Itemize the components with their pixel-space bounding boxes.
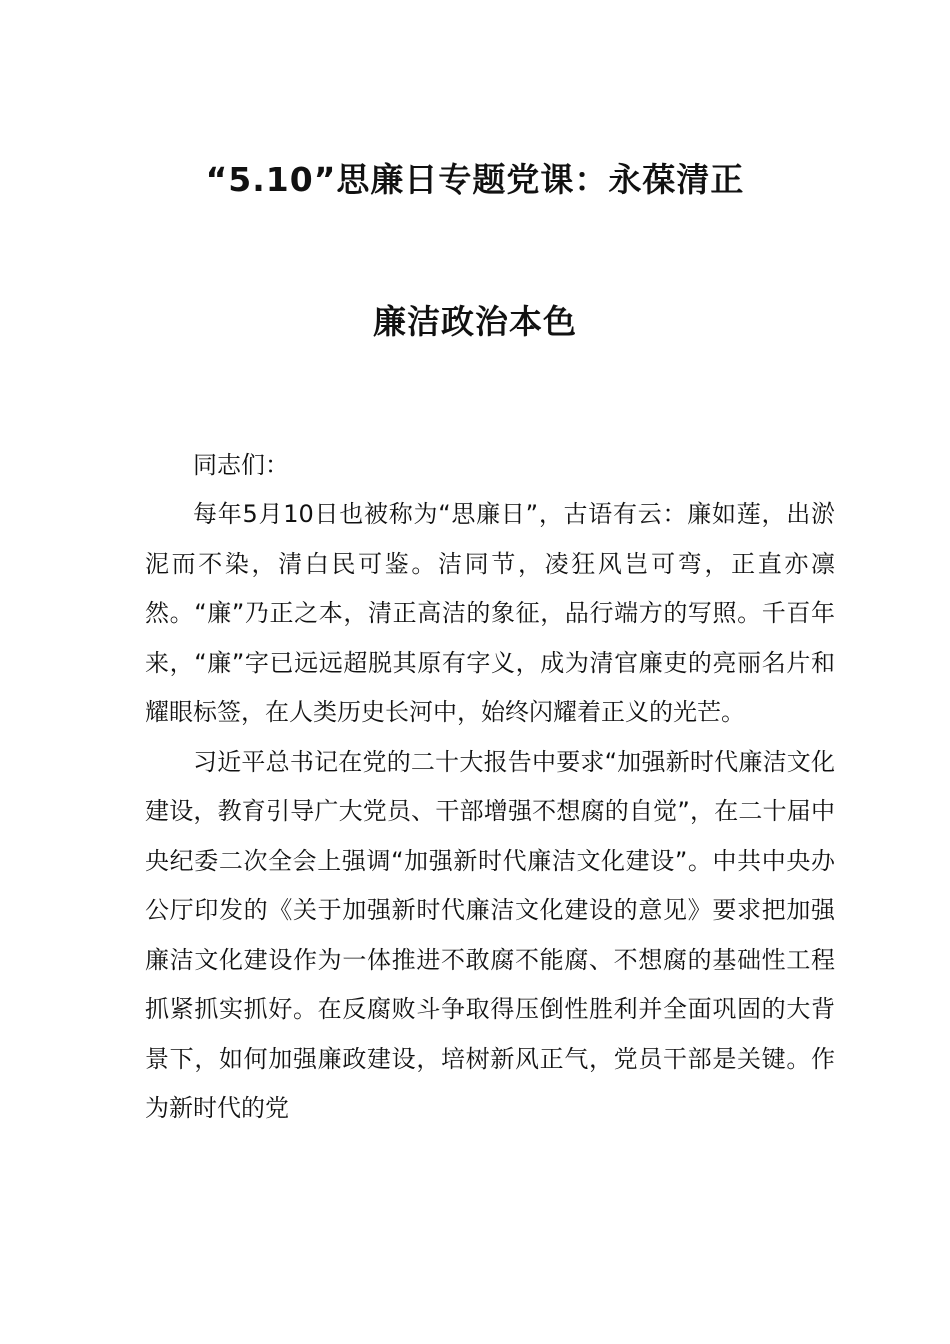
greeting-block xyxy=(145,441,835,491)
paragraph-1: 每年5月10日也被称为“思廉日”，古语有云：廉如莲，出淤泥而不染，清白民可鉴。洁同节，凌狂风岂可弯，正直亦凛然。“廉”乃正之本，清正高洁的象征，品行端方的写照。千百年来，“廉”字已远远超脱其原有字义，成为清官廉吏的亮丽名片和耀眼标签，在人类历史长河中，始终闪耀着正义的光芒。 xyxy=(145,500,835,726)
greeting-text: 同志们： xyxy=(193,451,289,479)
paragraph-2: 习近平总书记在党的二十大报告中要求“加强新时代廉洁文化建设，教育引导广大党员、干部增强不想腐的自觉”，在二十届中央纪委二次全会上强调“加强新时代廉洁文化建设”。中共中央办公厅印发的《关于加强新时代廉洁文化建设的意见》要求把加强廉洁文化建设作为一体推进不敢腐不能腐、不想腐的基础性工程抓紧抓实抓好。在反腐败斗争取得压倒性胜利并全面巩固的大背景下，如何加强廉政建设，培树新风正气，党员干部是关键。作为新时代的党 xyxy=(145,747,835,1122)
document-title-line-1: “5.10”思廉日专题党课：永葆清正 xyxy=(205,160,745,199)
body-paragraphs xyxy=(145,490,835,1134)
document-title-line-2: 廉洁政治本色 xyxy=(373,302,577,341)
